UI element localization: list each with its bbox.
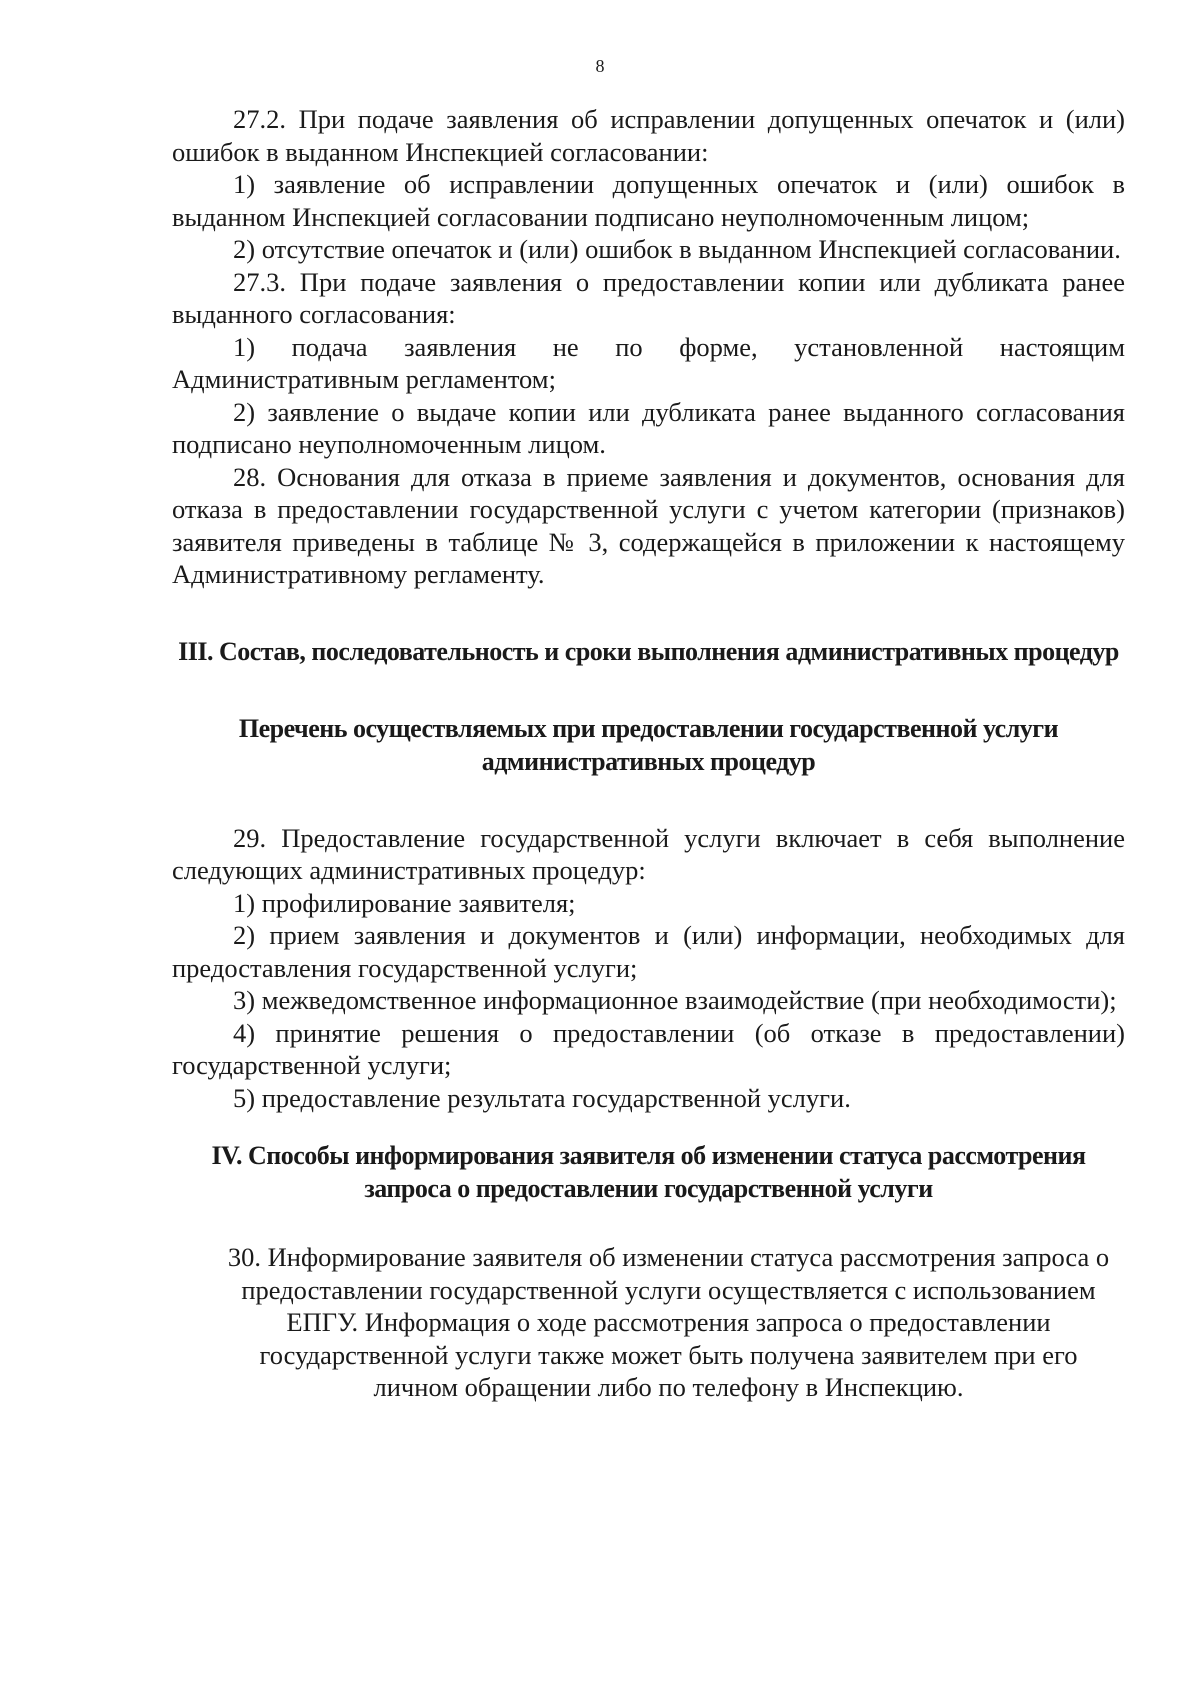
list-item-29-1: 1) профилирование заявителя;: [233, 887, 576, 918]
page-number: 8: [595, 56, 605, 76]
list-item-29-4: 4) принятие решения о предоставлении (об отказе в предоставлении) государственной услуги;: [172, 1017, 1125, 1080]
paragraph-30: 30. Информирование заявителя об изменении статуса рассмотрения запроса о предоставлении государственной услуги осуществляется с использованием ЕПГУ. Информация о ходе рассмотрения запроса о предоставлении государственной услуги также может быть получена заявителем при его личном обращении либо по телефону в Инспекцию.: [227, 1242, 1110, 1402]
list-item-29-5: 5) предоставление результата государственной услуги.: [233, 1082, 851, 1113]
section-4-heading: IV. Способы информирования заявителя об изменении статуса рассмотрения запроса о предоставлении государственной услуги: [211, 1141, 1086, 1203]
list-item-27-3-2: 2) заявление о выдаче копии или дубликата ранее выданного согласования подписано неуполномоченным лицом.: [172, 396, 1125, 459]
subsection-heading: Перечень осуществляемых при предоставлении государственной услуги административных процедур: [238, 713, 1059, 776]
paragraph-27-2: 27.2. При подаче заявления об исправлении допущенных опечаток и (или) ошибок в выданном Инспекцией согласовании:: [172, 104, 1125, 167]
section-3-heading: III. Состав, последовательность и сроки выполнения административных процедур: [178, 636, 1119, 666]
list-item-27-2-2: 2) отсутствие опечаток и (или) ошибок в выданном Инспекцией согласовании.: [233, 234, 1121, 264]
paragraph-27-3: 27.3. При подаче заявления о предоставлении копии или дубликата ранее выданного согласования:: [172, 266, 1125, 329]
paragraph-28: 28. Основания для отказа в приеме заявления и документов, основания для отказа в предоставлении государственной услуги с учетом категории (признаков) заявителя приведены в таблице № 3, содержащейся в приложении к настоящему Административному регламенту.: [172, 461, 1125, 589]
list-item-29-3: 3) межведомственное информационное взаимодействие (при необходимости);: [233, 985, 1117, 1015]
list-item-29-2: 2) прием заявления и документов и (или) информации, необходимых для предоставления государственной услуги;: [172, 920, 1125, 983]
list-item-27-3-1: 1) подача заявления не по форме, установленной настоящим Административным регламентом;: [172, 331, 1125, 394]
list-item-27-2-1: 1) заявление об исправлении допущенных опечаток и (или) ошибок в выданном Инспекцией согласовании подписано неуполномоченным лицом;: [172, 169, 1125, 232]
document-body: [172, 103, 1125, 1404]
paragraph-29: 29. Предоставление государственной услуги включает в себя выполнение следующих административных процедур:: [172, 822, 1125, 885]
